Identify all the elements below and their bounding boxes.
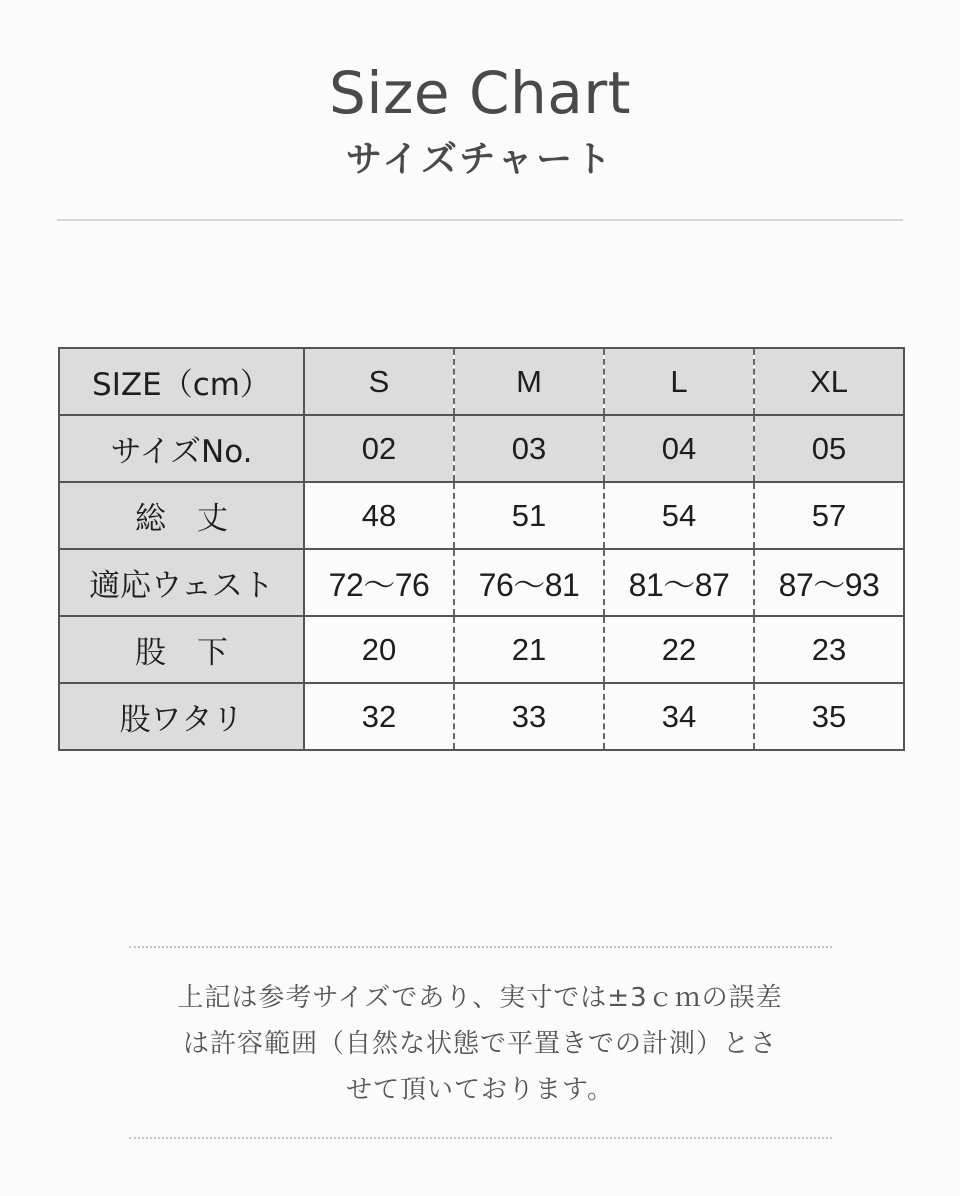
table-cell: 51 xyxy=(454,482,604,549)
header-size-s: S xyxy=(304,348,454,415)
header-size-unit: SIZE（cm） xyxy=(59,348,304,415)
note-line: せて頂いております。 xyxy=(346,1075,614,1105)
table-row-size-no xyxy=(59,415,904,482)
table-cell: 20 xyxy=(304,616,454,683)
note-line: 上記は参考サイズであり、実寸では±3ｃｍの誤差 xyxy=(177,983,783,1013)
table-cell: 34 xyxy=(604,683,754,750)
table-cell: 35 xyxy=(754,683,904,750)
page-title: Size Chart xyxy=(329,59,631,127)
row-label: 股ワタリ xyxy=(59,683,304,750)
row-label: 股 下 xyxy=(59,616,304,683)
page-subtitle: サイズチャート xyxy=(345,139,615,180)
note-divider-bottom xyxy=(129,1137,832,1139)
note-line: は許容範囲（自然な状態で平置きでの計測）とさ xyxy=(182,1029,777,1059)
table-cell: 05 xyxy=(754,415,904,482)
table-header-row xyxy=(59,348,904,415)
table-cell: 87〜93 xyxy=(754,549,904,616)
table-cell: 32 xyxy=(304,683,454,750)
row-label: 総 丈 xyxy=(59,482,304,549)
table-cell: 33 xyxy=(454,683,604,750)
table-cell: 76〜81 xyxy=(454,549,604,616)
note-divider-top xyxy=(129,946,832,948)
header-size-l: L xyxy=(604,348,754,415)
table-cell: 03 xyxy=(454,415,604,482)
table-cell: 22 xyxy=(604,616,754,683)
table-cell: 04 xyxy=(604,415,754,482)
table-row-inseam xyxy=(59,616,904,683)
header-size-m: M xyxy=(454,348,604,415)
table-cell: 57 xyxy=(754,482,904,549)
table-row-total-length xyxy=(59,482,904,549)
table-row-waist xyxy=(59,549,904,616)
table-cell: 02 xyxy=(304,415,454,482)
table-cell: 81〜87 xyxy=(604,549,754,616)
header-divider xyxy=(57,219,903,221)
header-size-xl: XL xyxy=(754,348,904,415)
table-cell: 72〜76 xyxy=(304,549,454,616)
table-cell: 21 xyxy=(454,616,604,683)
table-cell: 54 xyxy=(604,482,754,549)
row-label: サイズNo. xyxy=(59,415,304,482)
table-row-thigh xyxy=(59,683,904,750)
disclaimer-note xyxy=(130,975,830,1113)
table-cell: 48 xyxy=(304,482,454,549)
size-chart-table xyxy=(58,347,905,751)
row-label: 適応ウェスト xyxy=(59,549,304,616)
table-cell: 23 xyxy=(754,616,904,683)
